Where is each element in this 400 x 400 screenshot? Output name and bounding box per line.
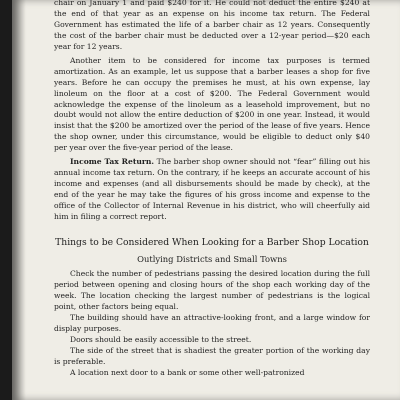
paragraph-income-tax-return — [54, 157, 370, 222]
paragraph-pedestrians: Check the number of pedestrians passing the desired location during the full period between opening and closing hours of the shop each working day of the week. The location checking the largest number of pedestrians is the logical point, other factors being equal. — [54, 269, 370, 312]
paragraph-doors: Doors should be easily accessible to the street. — [70, 334, 252, 344]
subsection-title: Outlying Districts and Small Towns — [137, 254, 287, 265]
paragraph-next-door: A location next door to a bank or some other well-patronized — [70, 367, 305, 377]
paragraph-shady-side: The side of the street that is shadiest the greater portion of the working day is preferable. — [54, 345, 370, 366]
income-tax-return-text: The barber shop owner should not “fear” filling out his annual income tax return. On the contrary, if he keeps an accurate account of his income and expenses (and all disbursements should be made by check), at the end of the year he may take the figures of his gross income and expense to the office of the Collector of Internal Revenue in his district, who will cheerfully aid him in filing a correct report. — [54, 157, 370, 221]
paragraph-barber-chair: chair on January 1 and paid $240 for it. He could not deduct the entire $240 at the end of that year as an expense on his income tax return. The Federal Government has estimated the life of a barber chair as 12 years. Consequently the cost of the barber chair must be deducted over a 12-year period—$20 each year for 12 years. — [54, 0, 370, 51]
page-content — [54, 0, 370, 378]
paragraph-building-front: The building should have an attractive-looking front, and a large window for display purposes. — [54, 313, 370, 333]
paragraph-amortization: Another item to be considered for income tax purposes is termed amortization. As an example, let us suppose that a barber leases a shop for five years. Before he can occupy the premises he must, at his own expense, lay linoleum on the floor at a cost of $200. The Federal Government would acknowledge the expense of the linoleum as a leasehold improvement, but no doubt would not allow the entire deduction of $200 in one year. Instead, it would insist that the $200 be amortized over the period of the lease of five years. Hence the shop owner, under this circumstance, would be eligible to deduct only $40 per year over the five-year period of the lease. — [54, 55, 370, 153]
book-page — [12, 0, 400, 400]
income-tax-return-heading: Income Tax Return. — [70, 157, 155, 167]
section-title: Things to be Considered When Looking for a Barber Shop Location — [55, 236, 369, 248]
